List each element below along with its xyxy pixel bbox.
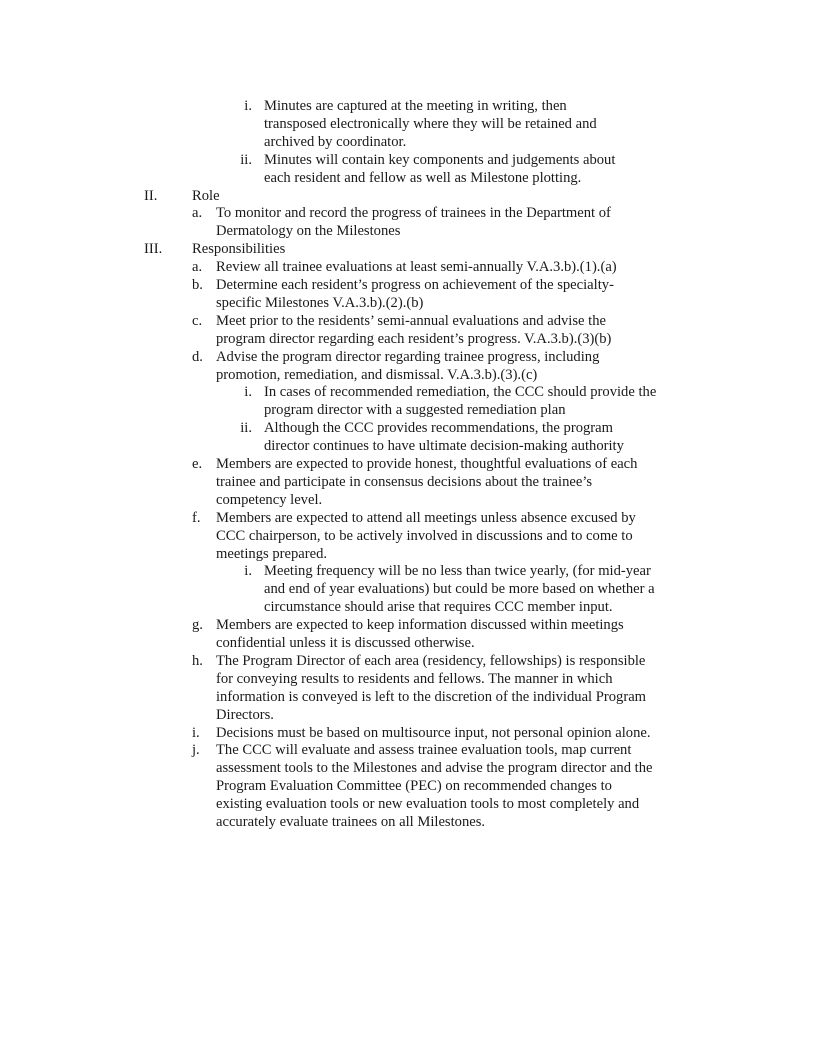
sub-item-text-line: program director with a suggested remediation plan	[264, 402, 566, 419]
list-item-text-line: Program Evaluation Committee (PEC) on recommended changes to	[216, 778, 612, 795]
list-item-text-line: information is conveyed is left to the discretion of the individual Program	[216, 688, 647, 705]
list-item-marker: g.	[192, 617, 203, 634]
sub-item-text-line: Meeting frequency will be no less than twice yearly, (for mid-year	[264, 563, 651, 580]
list-item-marker: i.	[192, 724, 200, 741]
sub-item-text-line: each resident and fellow as well as Milestone plotting.	[264, 169, 582, 186]
list-item-text-line: Advise the program director regarding trainee progress, including	[216, 348, 600, 365]
list-item-text-line: Dermatology on the Milestones	[216, 223, 401, 240]
section-heading: Responsibilities	[192, 241, 286, 258]
sub-item-marker: ii.	[240, 420, 252, 437]
list-item-marker: d.	[192, 348, 203, 365]
sub-item-text-line: transposed electronically where they will be retained and	[264, 115, 597, 132]
sub-item-text-line: archived by coordinator.	[264, 133, 407, 150]
list-item-text-line: accurately evaluate trainees on all Milestones.	[216, 814, 486, 830]
list-item-text-line: program director regarding each resident’s progress. V.A.3.b).(3)(b)	[216, 330, 612, 347]
sub-item-marker: i.	[244, 563, 252, 580]
list-item-text-line: CCC chairperson, to be actively involved in discussions and to come to	[216, 527, 633, 544]
list-item-marker: a.	[192, 205, 203, 222]
list-item-text-line: existing evaluation tools or new evaluation tools to most completely and	[216, 796, 640, 813]
list-item-text-line: confidential unless it is discussed otherwise.	[216, 635, 475, 651]
list-item-marker: j.	[192, 742, 200, 759]
section-numeral: III.	[144, 241, 163, 258]
section-heading: Role	[192, 187, 220, 204]
list-item-marker: a.	[192, 259, 203, 276]
list-item-text-line: trainee and participate in consensus decisions about the trainee’s	[216, 473, 593, 490]
list-item-text-line: competency level.	[216, 491, 323, 508]
list-item-text-line: Members are expected to keep information discussed within meetings	[216, 617, 624, 634]
list-item-text-line: Meet prior to the residents’ semi-annual evaluations and advise the	[216, 312, 606, 329]
list-item-marker: f.	[192, 509, 201, 526]
list-item-marker: b.	[192, 277, 203, 293]
list-item-text-line: promotion, remediation, and dismissal. V.A.3.b).(3).(c)	[216, 366, 538, 383]
list-item-text-line: To monitor and record the progress of trainees in the Department of	[216, 205, 611, 222]
sub-item-marker: ii.	[240, 151, 252, 168]
list-item-text-line: specific Milestones V.A.3.b).(2).(b)	[216, 294, 424, 311]
list-item-text-line: for conveying results to residents and fellows. The manner in which	[216, 670, 613, 687]
list-item-marker: c.	[192, 312, 203, 329]
sub-item-text-line: Although the CCC provides recommendations, the program	[264, 420, 613, 437]
list-item-text-line: Directors.	[216, 706, 274, 723]
list-item-marker: h.	[192, 652, 203, 669]
sub-item-text-line: Minutes will contain key components and judgements about	[264, 151, 616, 168]
list-item-text-line: Decisions must be based on multisource input, not personal opinion alone.	[216, 724, 651, 741]
sub-item-text-line: In cases of recommended remediation, the CCC should provide the	[264, 384, 657, 401]
sub-item-text-line: circumstance should arise that requires CCC member input.	[264, 599, 613, 616]
sub-item-text-line: director continues to have ultimate decision-making authority	[264, 438, 624, 455]
list-item-text-line: Members are expected to provide honest, thoughtful evaluations of each	[216, 456, 638, 472]
list-item-text-line: meetings prepared.	[216, 545, 328, 562]
section-numeral: II.	[144, 187, 158, 204]
list-item-text-line: The CCC will evaluate and assess trainee evaluation tools, map current	[216, 742, 632, 759]
list-item-text-line: Review all trainee evaluations at least semi-annually V.A.3.b).(1).(a)	[216, 259, 617, 276]
sub-item-text-line: Minutes are captured at the meeting in writing, then	[264, 98, 567, 114]
sub-item-text-line: and end of year evaluations) but could be more based on whether a	[264, 581, 655, 598]
list-item-text-line: Members are expected to attend all meetings unless absence excused by	[216, 509, 636, 526]
sub-item-marker: i.	[244, 384, 252, 401]
list-item-text-line: The Program Director of each area (residency, fellowships) is responsible	[216, 652, 646, 669]
list-item-marker: e.	[192, 456, 203, 472]
list-item-text-line: Determine each resident’s progress on achievement of the specialty-	[216, 277, 614, 293]
list-item-text-line: assessment tools to the Milestones and advise the program director and the	[216, 760, 653, 777]
sub-item-marker: i.	[244, 98, 252, 114]
